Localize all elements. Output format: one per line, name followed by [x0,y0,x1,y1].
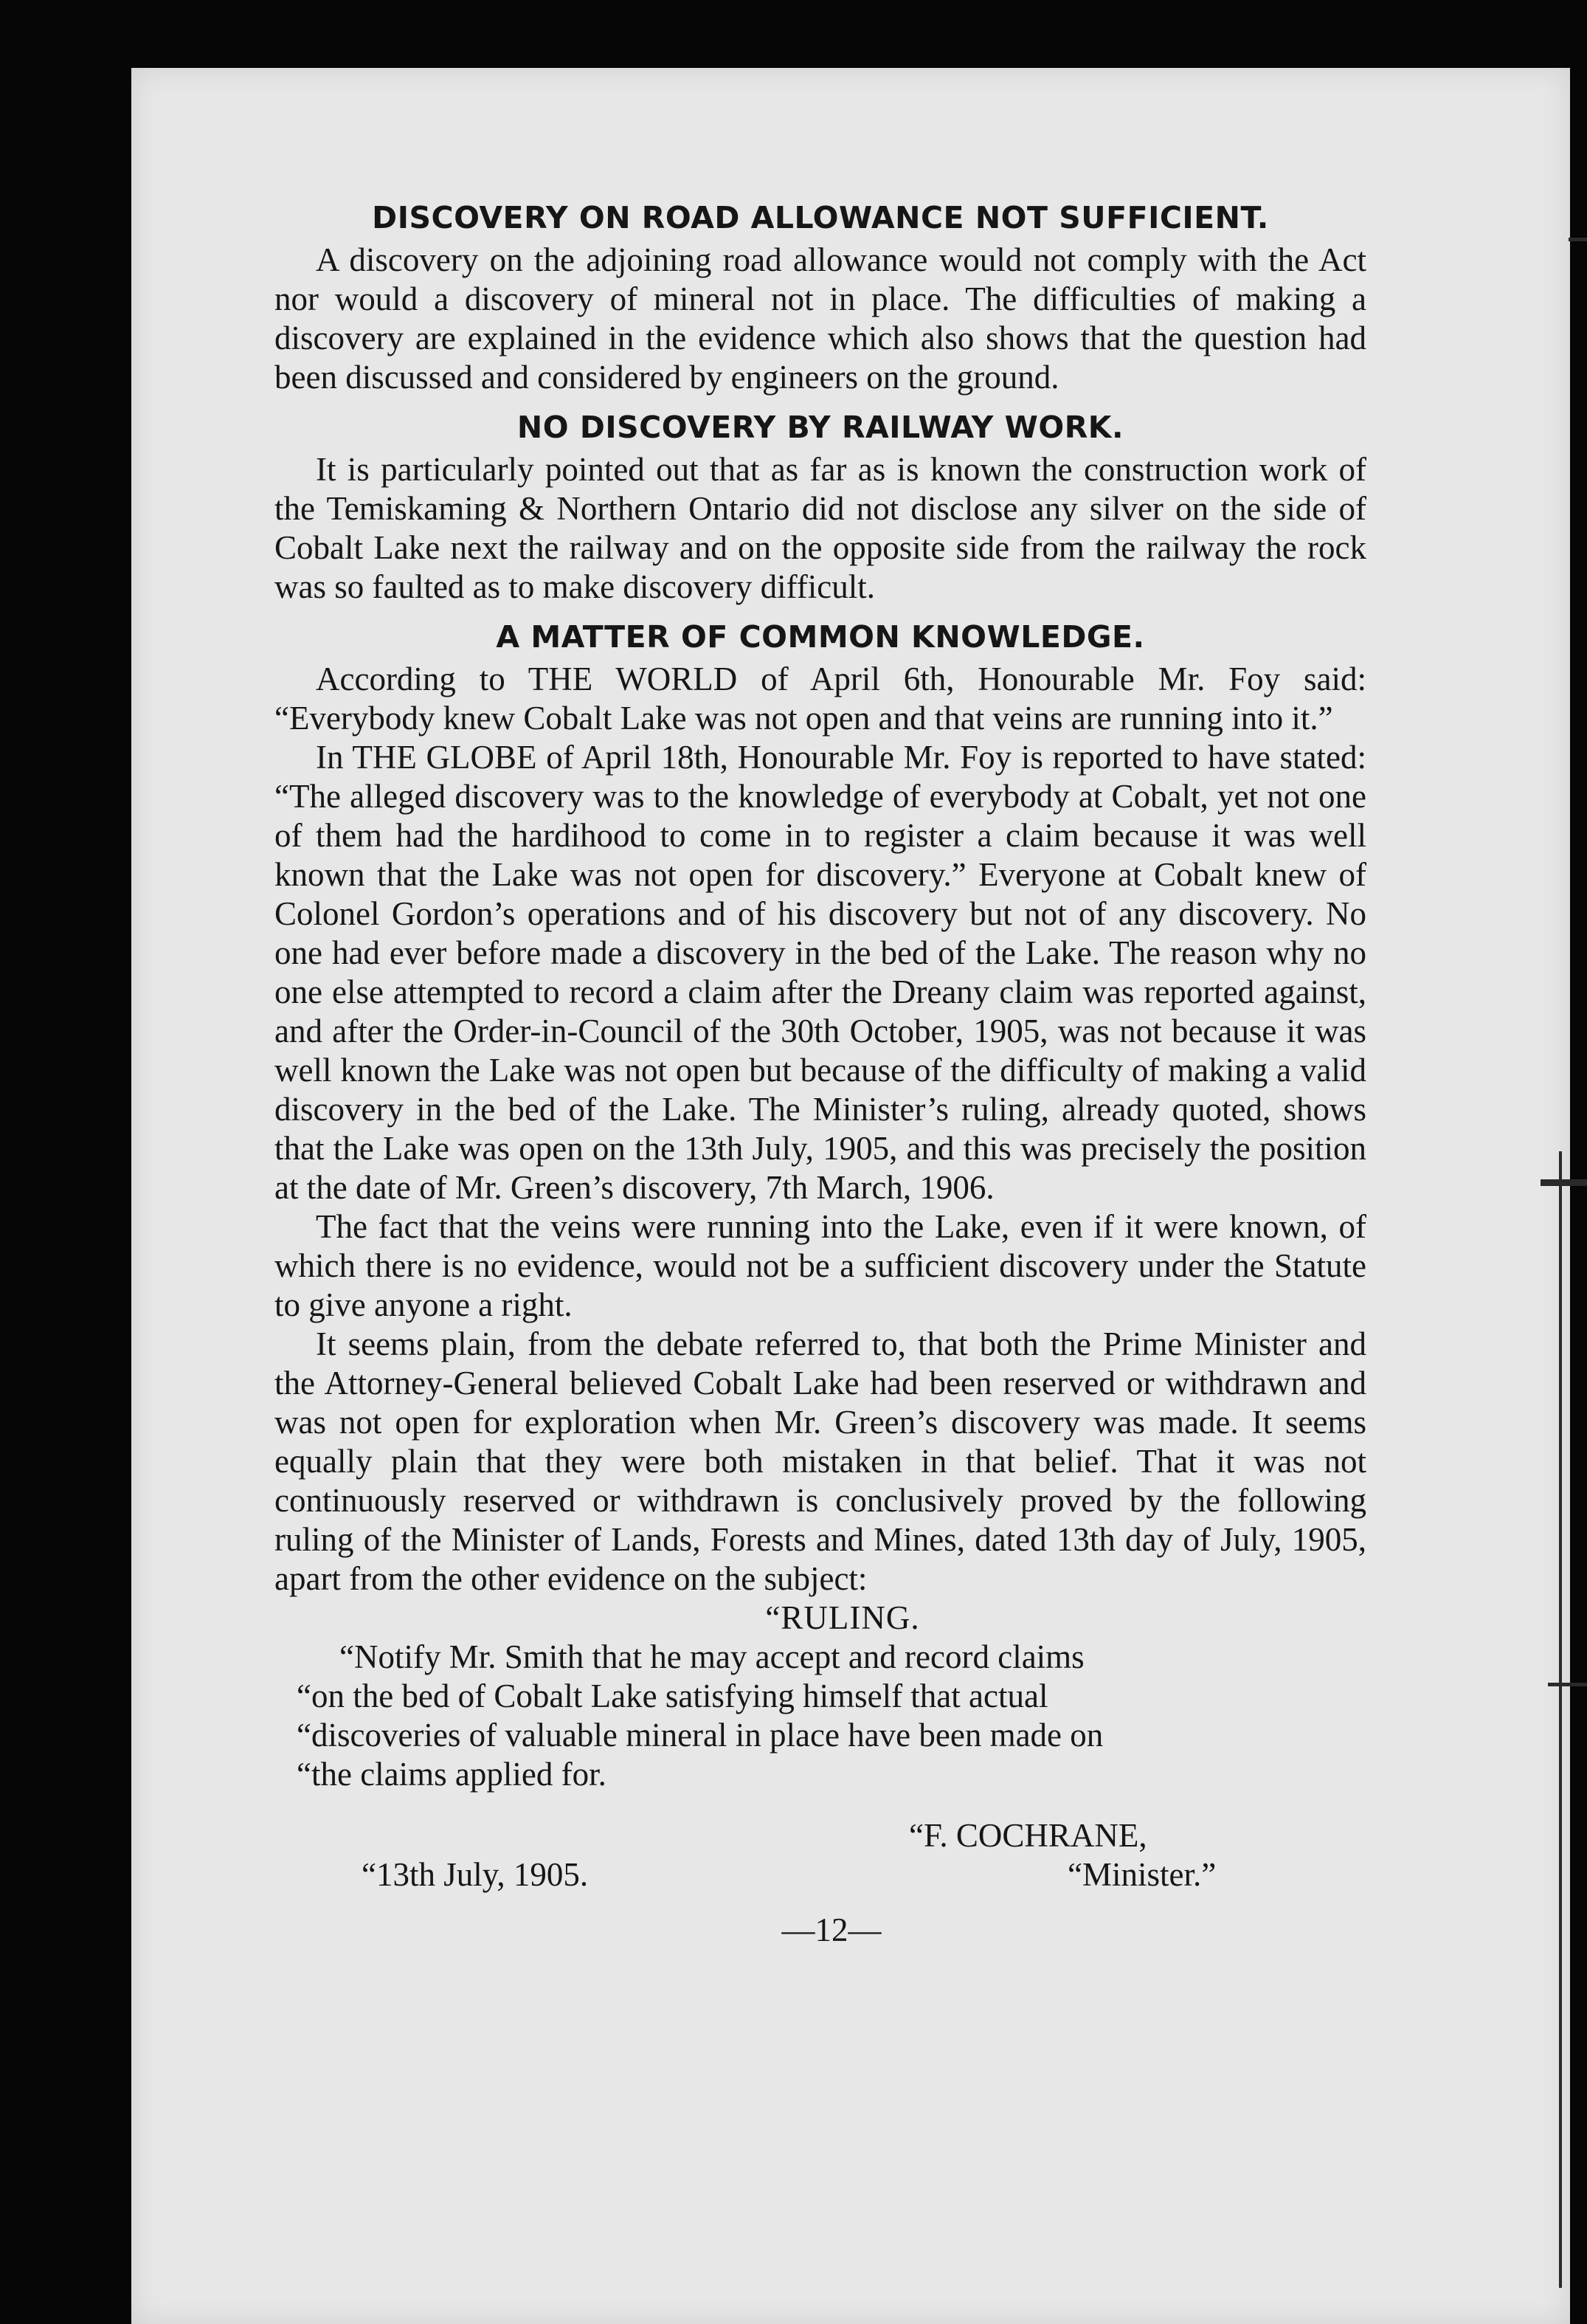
ruling-line: “Notify Mr. Smith that he may accept and record claims [339,1638,1085,1675]
scan-edge-line [1559,1151,1562,2288]
paragraph-road-allowance: A discovery on the adjoining road allowance would not comply with the Act nor would a discovery of mineral not in place. The difficulties of making a discovery are explained in the evidence which also shows that the question had been discussed and considered by engineers on the ground. [274,241,1366,396]
signer-title: “Minister.” [1068,1856,1217,1893]
heading-railway-work: NO DISCOVERY BY RAILWAY WORK. [516,410,1124,445]
paragraph-veins: The fact that the veins were running into the Lake, even if it were known, of which there is no evidence, would not be a sufficient discovery under the Statute to give anyone a right. [274,1208,1366,1323]
scan-edge-tick [1569,238,1587,241]
page-body [274,198,1366,1950]
ruling-date: “13th July, 1905. [362,1856,589,1893]
ruling-signature [274,1816,1366,1905]
ruling-line: “on the bed of Cobalt Lake satisfying himself that actual [297,1678,1048,1714]
paragraph-globe-quote: In THE GLOBE of April 18th, Honourable Mr. Foy is reported to have stated: “The alleged discovery was to the knowledge of everybody at Cobalt, yet not one of them had the hardihood to come in to register a claim because it was well known that the Lake was not open for discovery.” Everyone at Cobalt knew of Colonel Gordon’s operations and of his discovery but not of any discovery. No one had ever before made a discovery in the bed of the Lake. The reason why no one else attempted to record a claim after the Dreany claim was reported against, and after the Order-in-Council of the 30th October, 1905, was not because it was well known the Lake was not open but because of the difficulty of making a valid discovery in the bed of the Lake. The Minister’s ruling, already quoted, shows that the Lake was open on the 13th July, 1905, and this was precisely the position at the date of Mr. Green’s discovery, 7th March, 1906. [274,739,1366,1206]
page-number: —12— [781,1911,882,1948]
ruling-title: “RULING. [765,1599,920,1636]
paragraph-debate: It seems plain, from the debate referred to, that both the Prime Minister and the Attorney-General believed Cobalt Lake had been reserved or withdrawn and was not open for exploration when Mr. Green’s discovery was made. It seems equally plain that they were both mistaken in that belief. That it was not continuously reserved or withdrawn is conclusively proved by the following ruling of the Minister of Lands, Forests and Mines, dated 13th day of July, 1905, apart from the other evidence on the subject: [274,1325,1366,1597]
ruling-line: “discoveries of valuable mineral in place have been made on [297,1717,1104,1754]
heading-road-allowance: DISCOVERY ON ROAD ALLOWANCE NOT SUFFICIENT. [372,200,1269,235]
scan-edge-tick [1548,1683,1587,1686]
scan-edge-tick [1541,1179,1587,1186]
ruling-line: “the claims applied for. [297,1756,606,1793]
paragraph-world-quote: According to THE WORLD of April 6th, Honourable Mr. Foy said: “Everybody knew Cobalt Lake was not open and that veins are running into it.” [274,661,1366,737]
paragraph-railway-work: It is particularly pointed out that as far as is known the construction work of the Temiskaming & Northern Ontario did not disclose any silver on the side of Cobalt Lake next the railway and on the opposite side from the railway the rock was so faulted as to make discovery difficult. [274,451,1366,605]
signer-name: “F. COCHRANE, [909,1817,1147,1854]
heading-common-knowledge: A MATTER OF COMMON KNOWLEDGE. [496,619,1145,655]
